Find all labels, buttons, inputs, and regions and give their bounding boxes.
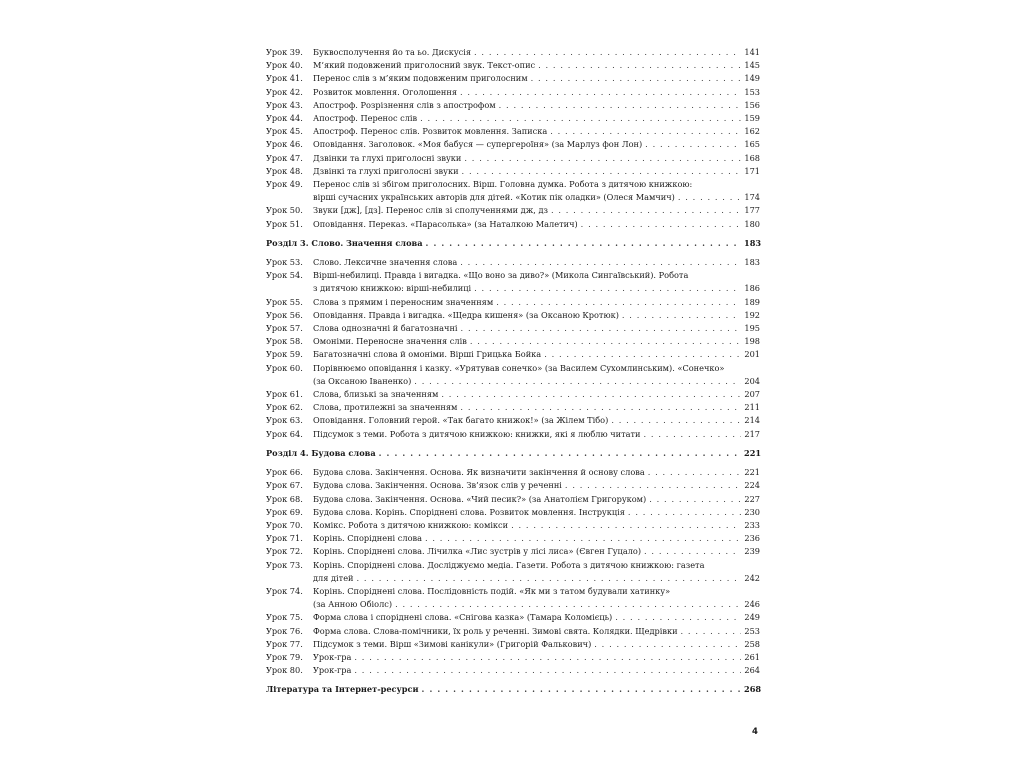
- entry-body: [313, 72, 760, 85]
- entry-body: [313, 479, 760, 492]
- entry-body: [313, 99, 760, 112]
- lesson-label: Урок 73.: [266, 559, 303, 570]
- lesson-label: Урок 46.: [266, 139, 303, 150]
- toc-entry: [266, 506, 760, 519]
- entry-body: [313, 86, 760, 99]
- page-ref: 141: [744, 47, 760, 57]
- lesson-label: Урок 66.: [266, 467, 303, 478]
- entry-last-line: [313, 309, 760, 322]
- lesson-label: Урок 63.: [266, 415, 303, 426]
- entry-body: [313, 348, 760, 361]
- page-ref: 258: [744, 638, 760, 649]
- entry-last-line: [313, 204, 760, 217]
- dot-leader: [354, 664, 741, 677]
- entry-last-line: [313, 256, 760, 269]
- entry-title-line: Оповідання. Заголовок. «Моя бабуся — супергероїня» (за Марлуз фон Лон): [313, 139, 643, 150]
- entry-body: [313, 651, 760, 664]
- dot-leader: [644, 428, 741, 441]
- dot-leader: [550, 125, 741, 138]
- entry-body: [313, 585, 760, 611]
- lesson-label: Урок 48.: [266, 165, 303, 176]
- entry-body: [313, 269, 760, 295]
- dot-leader: [357, 572, 741, 585]
- entry-last-line: [313, 598, 760, 611]
- toc-entry: [266, 59, 760, 72]
- entry-title-line: Розвиток мовлення. Оголошення: [313, 86, 457, 97]
- toc-entry: [266, 545, 760, 558]
- entry-body: [313, 112, 760, 125]
- toc-entry: [266, 218, 760, 231]
- entry-body: [313, 611, 760, 624]
- dot-leader: [461, 322, 741, 335]
- dot-leader: [422, 683, 741, 696]
- entry-last-line: [313, 493, 760, 506]
- entry-title-line: Слова, протилежні за значенням: [313, 402, 458, 413]
- entry-title-line: Вірші-небилиці. Правда і вигадка. «Що воно за диво?» (Микола Сингаївський). Робота: [313, 270, 689, 281]
- lesson-label: Урок 67.: [266, 480, 303, 491]
- toc-entry: [266, 388, 760, 401]
- entry-body: [313, 559, 760, 585]
- entry-title-line: Дзвінки та глухі приголосні звуки: [313, 152, 462, 163]
- entry-title-line: Багатозначні слова й омоніми. Вірші Грицька Бойка: [313, 349, 542, 360]
- dot-leader: [460, 256, 741, 269]
- lesson-label: Урок 51.: [266, 218, 303, 229]
- entry-title-line: Звуки [дж], [дз]. Перенос слів зі сполученнями дж, дз: [313, 205, 548, 216]
- entry-title-line: Слова, близькі за значенням: [313, 389, 439, 400]
- entry-title-line: Розділ 3. Слово. Значення слова: [266, 237, 423, 248]
- dot-leader: [681, 625, 741, 638]
- lesson-label: Урок 54.: [266, 270, 303, 281]
- lesson-label: Урок 69.: [266, 506, 303, 517]
- dot-leader: [628, 506, 741, 519]
- toc-entry: [266, 86, 760, 99]
- entry-last-line: [313, 506, 760, 519]
- entry-title-line: Будова слова. Закінчення. Основа. Зв’язок слів у реченні: [313, 480, 562, 491]
- entry-last-line: [313, 86, 760, 99]
- entry-last-line: [313, 165, 760, 178]
- entry-body: [313, 125, 760, 138]
- entry-body: [313, 532, 760, 545]
- entry-title-line: Комікс. Робота з дитячою книжкою: комікси: [313, 519, 509, 530]
- entry-title-line: Література та Інтернет-ресурси: [266, 684, 419, 695]
- entry-last-line: [313, 664, 760, 677]
- dot-leader: [594, 638, 741, 651]
- lesson-label: Урок 41.: [266, 73, 303, 84]
- entry-title-line: (за Анною Обіолс): [313, 599, 393, 610]
- entry-body: [313, 493, 760, 506]
- entry-title-line: Корінь. Споріднені слова: [313, 533, 422, 544]
- page-ref: 211: [744, 402, 760, 413]
- toc-entry: [266, 611, 760, 624]
- entry-body: [313, 178, 760, 204]
- toc-entry: [266, 178, 760, 204]
- entry-last-line: [313, 348, 760, 361]
- toc-entry: [266, 401, 760, 414]
- entry-body: [313, 152, 760, 165]
- entry-body: [313, 545, 760, 558]
- page-ref: 195: [744, 323, 760, 334]
- entry-last-line: [313, 46, 760, 59]
- toc-entry: [266, 125, 760, 138]
- page-ref: 165: [744, 139, 760, 150]
- toc-entry: [266, 335, 760, 348]
- dot-leader: [622, 309, 741, 322]
- page-ref: 246: [744, 599, 760, 610]
- page-ref: 224: [744, 480, 760, 491]
- entry-last-line: [313, 625, 760, 638]
- entry-title-line: Слово. Лексичне значення слова: [313, 257, 458, 268]
- toc-section-heading: [266, 237, 760, 250]
- entry-last-line: [313, 375, 760, 388]
- toc-entry: [266, 309, 760, 322]
- dot-leader: [615, 611, 741, 624]
- entry-last-line: [266, 447, 760, 460]
- entry-title-line: Урок-гра: [313, 665, 352, 676]
- entry-last-line: [313, 112, 760, 125]
- dot-leader: [544, 348, 741, 361]
- table-of-contents: [266, 46, 760, 703]
- dot-leader: [648, 466, 741, 479]
- dot-leader: [649, 493, 741, 506]
- dot-leader: [354, 651, 741, 664]
- entry-body: [313, 204, 760, 217]
- entry-body: [313, 218, 760, 231]
- lesson-label: Урок 58.: [266, 336, 303, 347]
- entry-title-line: Омоніми. Переносне значення слів: [313, 336, 467, 347]
- entry-body: [313, 296, 760, 309]
- page-ref: 149: [744, 73, 760, 84]
- entry-last-line: [313, 519, 760, 532]
- toc-entry: [266, 112, 760, 125]
- toc-entry: [266, 664, 760, 677]
- lesson-label: Урок 64.: [266, 428, 303, 439]
- lesson-label: Урок 61.: [266, 389, 303, 400]
- lesson-label: Урок 71.: [266, 533, 303, 544]
- entry-body: [313, 322, 760, 335]
- lesson-label: Урок 57.: [266, 323, 303, 334]
- entry-last-line: [313, 479, 760, 492]
- entry-body: [313, 388, 760, 401]
- toc-entry: [266, 152, 760, 165]
- toc-entry: [266, 532, 760, 545]
- lesson-label: Урок 77.: [266, 638, 303, 649]
- toc-entry: [266, 256, 760, 269]
- lesson-label: Урок 80.: [266, 665, 303, 676]
- dot-leader: [395, 598, 741, 611]
- entry-title-line: Будова слова. Корінь. Споріднені слова. Розвиток мовлення. Інструкція: [313, 506, 625, 517]
- entry-body: [313, 414, 760, 427]
- lesson-label: Урок 55.: [266, 296, 303, 307]
- page-ref: 189: [744, 296, 760, 307]
- page-ref: 192: [744, 309, 760, 320]
- entry-title-line: Перенос слів зі збігом приголосних. Вірш. Головна думка. Робота з дитячою книжкою:: [313, 179, 693, 190]
- page-ref: 204: [744, 375, 760, 386]
- dot-leader: [426, 237, 741, 250]
- entry-title-line: Розділ 4. Будова слова: [266, 447, 376, 458]
- dot-leader: [474, 46, 741, 59]
- lesson-label: Урок 47.: [266, 152, 303, 163]
- entry-title-line: Підсумок з теми. Робота з дитячою книжкою: книжки, які я люблю читати: [313, 428, 641, 439]
- entry-body: [313, 165, 760, 178]
- page-ref: 253: [744, 625, 760, 636]
- entry-body: [313, 59, 760, 72]
- page-ref: 198: [744, 336, 760, 347]
- lesson-label: Урок 62.: [266, 402, 303, 413]
- entry-title-line: Порівнюємо оповідання і казку. «Урятував сонечко» (за Василем Сухомлинським). «Сонечко»: [313, 362, 725, 373]
- entry-body: [313, 401, 760, 414]
- dot-leader: [441, 388, 741, 401]
- entry-last-line: [266, 683, 760, 696]
- page-ref: 168: [744, 152, 760, 163]
- entry-body: [313, 506, 760, 519]
- entry-body: [313, 428, 760, 441]
- toc-entry: [266, 72, 760, 85]
- dot-leader: [644, 545, 741, 558]
- entry-last-line: [313, 99, 760, 112]
- lesson-label: Урок 59.: [266, 349, 303, 360]
- entry-title-line: вірші сучасних українських авторів для дітей. «Котик пік оладки» (Олеся Мамчич): [313, 192, 675, 203]
- page-ref: 207: [744, 389, 760, 400]
- lesson-label: Урок 56.: [266, 309, 303, 320]
- entry-title-line: Оповідання. Головний герой. «Так багато книжок!» (за Жілем Тібо): [313, 415, 609, 426]
- entry-body: [266, 447, 760, 460]
- lesson-label: Урок 70.: [266, 519, 303, 530]
- page-ref: 239: [744, 546, 760, 557]
- entry-last-line: [313, 611, 760, 624]
- entry-last-line: [313, 152, 760, 165]
- dot-leader: [531, 72, 741, 85]
- dot-leader: [538, 59, 741, 72]
- entry-title-line: Форма слова і споріднені слова. «Снігова казка» (Тамара Коломієць): [313, 612, 613, 623]
- dot-leader: [470, 335, 741, 348]
- toc-entry: [266, 428, 760, 441]
- toc-entry: [266, 625, 760, 638]
- entry-body: [313, 625, 760, 638]
- page-ref: 233: [744, 519, 760, 530]
- page-ref: 249: [744, 612, 760, 623]
- entry-title-line: з дитячою книжкою: вірші-небилиці: [313, 283, 472, 294]
- page-ref: 153: [744, 86, 760, 97]
- dot-leader: [496, 296, 741, 309]
- toc-entry: [266, 559, 760, 585]
- entry-last-line: [313, 296, 760, 309]
- page-ref: 177: [744, 205, 760, 216]
- entry-title-line: Буквосполучення йо та ьо. Дискусія: [313, 47, 472, 57]
- lesson-label: Урок 68.: [266, 493, 303, 504]
- entry-last-line: [313, 532, 760, 545]
- dot-leader: [414, 375, 741, 388]
- toc-entry: [266, 46, 760, 59]
- entry-last-line: [313, 401, 760, 414]
- lesson-label: Урок 45.: [266, 126, 303, 137]
- entry-title-line: Підсумок з теми. Вірш «Зимові канікули» (Григорій Фалькович): [313, 638, 592, 649]
- entry-last-line: [313, 651, 760, 664]
- entry-title-line: Оповідання. Переказ. «Парасолька» (за Наталкою Малетич): [313, 218, 578, 229]
- entry-last-line: [313, 428, 760, 441]
- dot-leader: [379, 447, 741, 460]
- lesson-label: Урок 39.: [266, 47, 303, 57]
- page-ref: 186: [744, 283, 760, 294]
- lesson-label: Урок 44.: [266, 113, 303, 124]
- dot-leader: [460, 86, 741, 99]
- entry-title-line: Форма слова. Слова-помічники, їх роль у реченні. Зимові свята. Колядки. Щедрівки: [313, 625, 678, 636]
- entry-last-line: [313, 322, 760, 335]
- dot-leader: [551, 204, 741, 217]
- toc-entry: [266, 165, 760, 178]
- entry-last-line: [313, 545, 760, 558]
- lesson-label: Урок 49.: [266, 179, 303, 190]
- dot-leader: [499, 99, 741, 112]
- dot-leader: [645, 138, 741, 151]
- page-ref: 264: [744, 665, 760, 676]
- entry-last-line: [313, 388, 760, 401]
- dot-leader: [464, 152, 741, 165]
- entry-title-line: для дітей: [313, 572, 354, 583]
- lesson-label: Урок 75.: [266, 612, 303, 623]
- dot-leader: [511, 519, 741, 532]
- lesson-label: Урок 76.: [266, 625, 303, 636]
- dot-leader: [420, 112, 741, 125]
- page-ref: 236: [744, 533, 760, 544]
- lesson-label: Урок 60.: [266, 362, 303, 373]
- entry-last-line: [313, 466, 760, 479]
- page-ref: 159: [744, 113, 760, 124]
- page-ref: 180: [744, 218, 760, 229]
- toc-section-heading: [266, 683, 760, 696]
- entry-last-line: [313, 218, 760, 231]
- entry-last-line: [313, 282, 760, 295]
- page-ref: 156: [744, 99, 760, 110]
- entry-title-line: Корінь. Споріднені слова. Послідовність подій. «Як ми з татом будували хатинку»: [313, 585, 671, 596]
- entry-body: [313, 335, 760, 348]
- entry-title-line: Будова слова. Закінчення. Основа. «Чий песик?» (за Анатолієм Григоруком): [313, 493, 647, 504]
- entry-last-line: [313, 335, 760, 348]
- toc-entry: [266, 204, 760, 217]
- page-ref: 162: [744, 126, 760, 137]
- entry-body: [266, 683, 760, 696]
- dot-leader: [462, 165, 741, 178]
- entry-last-line: [313, 72, 760, 85]
- entry-body: [313, 138, 760, 151]
- toc-entry: [266, 585, 760, 611]
- dot-leader: [425, 532, 741, 545]
- page-ref: 230: [744, 506, 760, 517]
- entry-title-line: Слова з прямим і переносним значенням: [313, 296, 494, 307]
- page-ref: 221: [744, 447, 762, 458]
- entry-body: [313, 519, 760, 532]
- entry-body: [266, 237, 760, 250]
- entry-title-line: Корінь. Споріднені слова. Досліджуємо медіа. Газети. Робота з дитячою книжкою: газета: [313, 559, 705, 570]
- toc-section-heading: [266, 447, 760, 460]
- toc-entry: [266, 322, 760, 335]
- page-ref: 221: [744, 467, 760, 478]
- entry-body: [313, 46, 760, 59]
- entry-body: [313, 309, 760, 322]
- page-ref: 183: [744, 237, 762, 248]
- entry-last-line: [313, 414, 760, 427]
- page-ref: 214: [744, 415, 760, 426]
- entry-last-line: [313, 638, 760, 651]
- page-ref: 201: [744, 349, 760, 360]
- entry-last-line: [313, 191, 760, 204]
- lesson-label: Урок 42.: [266, 86, 303, 97]
- entry-title-line: М’який подовжений приголосний звук. Текст-опис: [313, 60, 536, 71]
- page-ref: 242: [744, 572, 760, 583]
- entry-body: [313, 638, 760, 651]
- page-ref: 217: [744, 428, 760, 439]
- entry-title-line: Оповідання. Правда і вигадка. «Щедра кишеня» (за Оксаною Кротюк): [313, 309, 619, 320]
- toc-entry: [266, 269, 760, 295]
- dot-leader: [460, 401, 741, 414]
- toc-entry: [266, 138, 760, 151]
- toc-entry: [266, 638, 760, 651]
- entry-last-line: [266, 237, 760, 250]
- entry-title-line: Будова слова. Закінчення. Основа. Як визначити закінчення й основу слова: [313, 467, 645, 478]
- toc-entry: [266, 414, 760, 427]
- page-ref: 261: [744, 651, 760, 662]
- toc-entry: [266, 466, 760, 479]
- entry-body: [313, 664, 760, 677]
- toc-entry: [266, 493, 760, 506]
- entry-last-line: [313, 138, 760, 151]
- dot-leader: [565, 479, 741, 492]
- entry-title-line: Перенос слів з м’яким подовженим приголосним: [313, 73, 528, 84]
- entry-title-line: Апостроф. Перенос слів. Розвиток мовлення. Записка: [313, 126, 548, 137]
- entry-title-line: Слова однозначні й багатозначні: [313, 323, 458, 334]
- entry-title-line: Апостроф. Перенос слів: [313, 113, 418, 124]
- page-ref: 227: [744, 493, 760, 504]
- lesson-label: Урок 74.: [266, 585, 303, 596]
- toc-entry: [266, 519, 760, 532]
- dot-leader: [474, 282, 741, 295]
- page-ref: 183: [744, 257, 760, 268]
- page-ref: 171: [744, 165, 760, 176]
- entry-body: [313, 362, 760, 388]
- lesson-label: Урок 79.: [266, 651, 303, 662]
- entry-title-line: Дзвінкі та глухі приголосні звуки: [313, 165, 459, 176]
- dot-leader: [678, 191, 741, 204]
- entry-title-line: (за Оксаною Іваненко): [313, 375, 412, 386]
- toc-entry: [266, 296, 760, 309]
- entry-last-line: [313, 125, 760, 138]
- page-ref: 145: [744, 60, 760, 71]
- page-ref: 268: [744, 684, 762, 695]
- entry-title-line: Апостроф. Розрізнення слів з апострофом: [313, 99, 496, 110]
- lesson-label: Урок 50.: [266, 205, 303, 216]
- toc-entry: [266, 362, 760, 388]
- entry-title-line: Корінь. Споріднені слова. Лічилка «Лис зустрів у лісі лиса» (Євген Гуцало): [313, 546, 642, 557]
- dot-leader: [581, 218, 741, 231]
- entry-title-line: Урок-гра: [313, 651, 352, 662]
- lesson-label: Урок 43.: [266, 99, 303, 110]
- page-number: 4: [752, 727, 758, 737]
- dot-leader: [611, 414, 741, 427]
- page-ref: 174: [744, 192, 760, 203]
- lesson-label: Урок 72.: [266, 546, 303, 557]
- lesson-label: Урок 53.: [266, 257, 303, 268]
- toc-entry: [266, 99, 760, 112]
- toc-entry: [266, 479, 760, 492]
- entry-last-line: [313, 572, 760, 585]
- entry-body: [313, 256, 760, 269]
- entry-body: [313, 466, 760, 479]
- lesson-label: Урок 40.: [266, 60, 303, 71]
- entry-last-line: [313, 59, 760, 72]
- toc-entry: [266, 348, 760, 361]
- toc-entry: [266, 651, 760, 664]
